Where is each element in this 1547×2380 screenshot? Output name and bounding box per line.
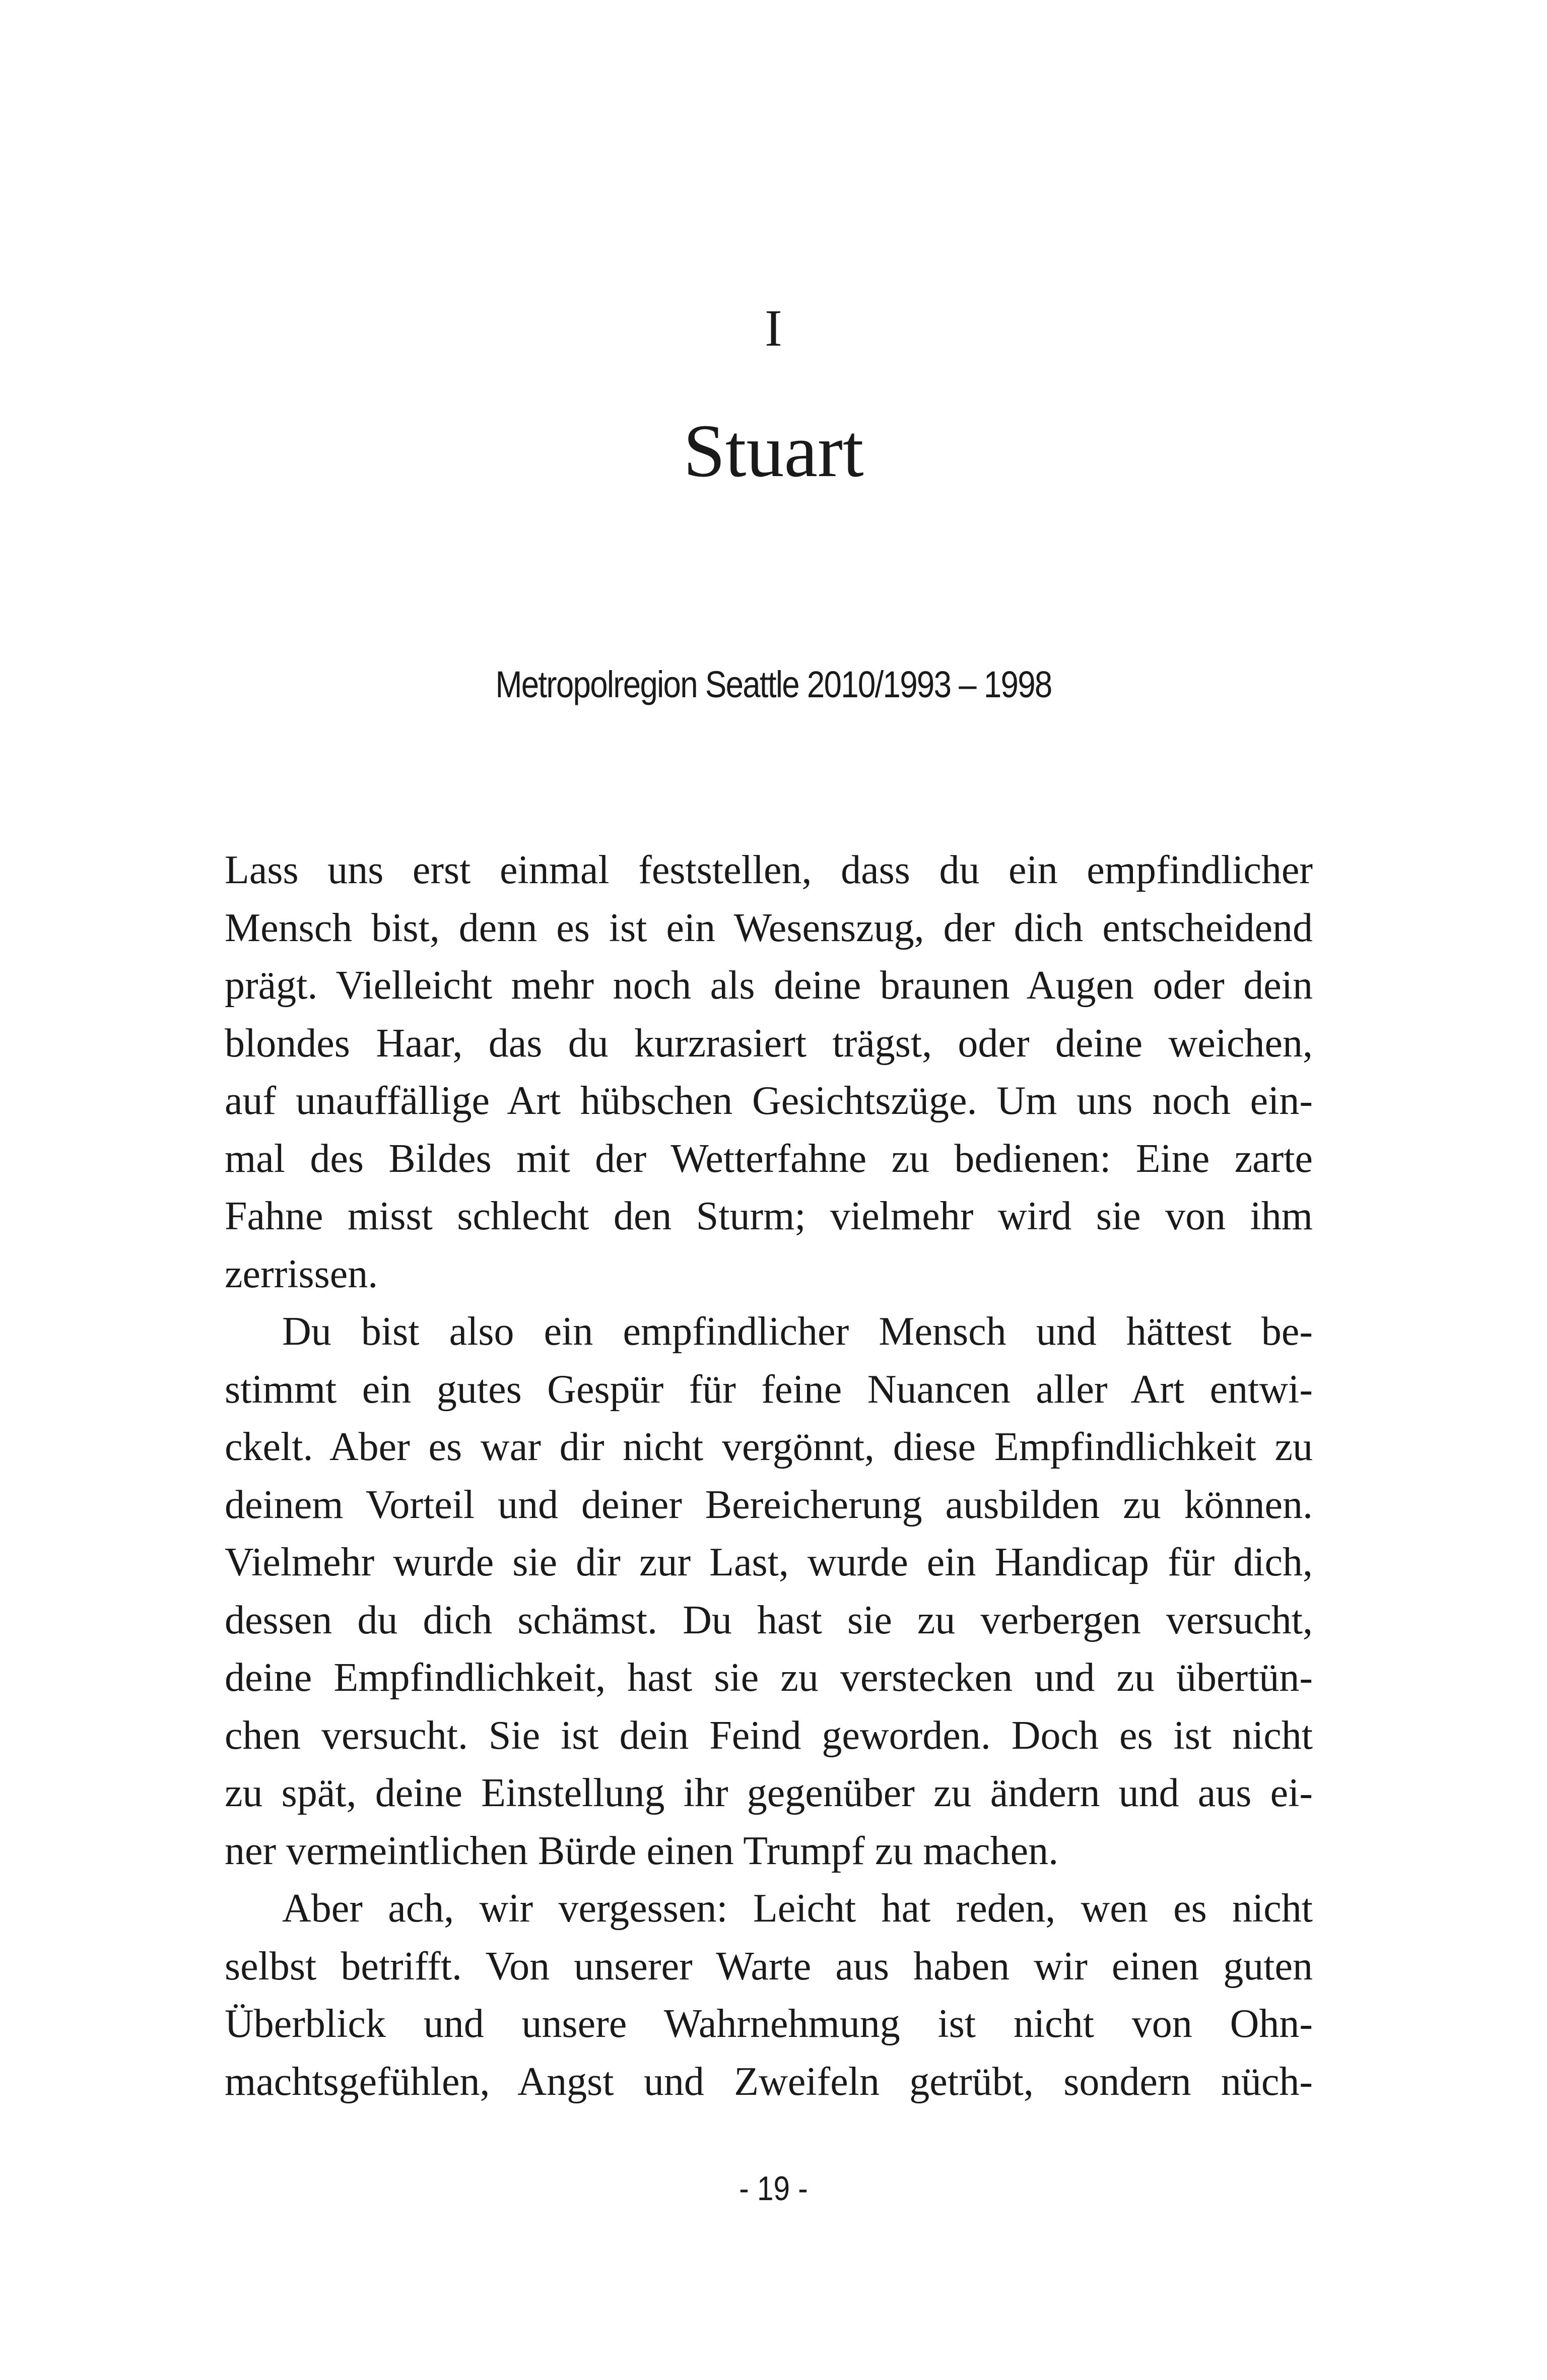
text-line: Fahne misst schlecht den Sturm; vielmehr wird sie von ihm: [225, 1194, 1313, 1238]
text-line: dessen du dich schämst. Du hast sie zu verbergen versucht,: [225, 1598, 1313, 1642]
text-line: chen versucht. Sie ist dein Feind geworden. Doch es ist nicht: [225, 1713, 1313, 1758]
text-line: zu spät, deine Einstellung ihr gegenüber zu ändern und aus ei-: [225, 1771, 1313, 1815]
text-line: ner vermeintlichen Bürde einen Trumpf zu machen.: [225, 1828, 1059, 1873]
text-line: prägt. Vielleicht mehr noch als deine braunen Augen oder dein: [225, 963, 1313, 1008]
body-text: [225, 841, 1313, 2110]
paragraph: [225, 1303, 1313, 1880]
text-line: auf unauffällige Art hübschen Gesichtszüge. Um uns noch ein-: [225, 1079, 1313, 1123]
text-line: zerrissen.: [225, 1251, 378, 1296]
text-line: Überblick und unsere Wahrnehmung ist nicht von Ohn-: [225, 2002, 1313, 2046]
text-line: Mensch bist, denn es ist ein Wesenszug, der dich entscheidend: [225, 905, 1313, 950]
text-line: machtsgefühlen, Angst und Zweifeln getrübt, sondern nüch-: [225, 2059, 1313, 2104]
text-line: Lass uns erst einmal feststellen, dass du ein empfindlicher: [225, 848, 1313, 892]
text-line: Vielmehr wurde sie dir zur Last, wurde ein Handicap für dich,: [225, 1540, 1313, 1584]
chapter-subtitle: Metropolregion Seattle 2010/1993 – 1998: [495, 664, 1052, 705]
text-line: deinem Vorteil und deiner Bereicherung ausbilden zu können.: [225, 1482, 1313, 1527]
text-line: Du bist also ein empfindlicher Mensch und hättest be-: [282, 1309, 1313, 1354]
text-line: stimmt ein gutes Gespür für feine Nuancen aller Art entwi-: [225, 1367, 1313, 1412]
text-line: deine Empfindlichkeit, hast sie zu verstecken und zu übertün-: [225, 1656, 1313, 1700]
text-line: selbst betrifft. Von unserer Warte aus haben wir einen guten: [225, 1944, 1313, 1989]
text-line: blondes Haar, das du kurzrasiert trägst, oder deine weichen,: [225, 1021, 1313, 1066]
paragraph: [225, 841, 1313, 1303]
text-line: Aber ach, wir vergessen: Leicht hat reden, wen es nicht: [282, 1886, 1313, 1931]
chapter-title: Stuart: [683, 409, 864, 493]
part-number: I: [765, 299, 782, 357]
paragraph: [225, 1880, 1313, 2110]
text-line: mal des Bildes mit der Wetterfahne zu bedienen: Eine zarte: [225, 1136, 1313, 1181]
page-number: - 19 -: [739, 2169, 808, 2208]
text-line: ckelt. Aber es war dir nicht vergönnt, diese Empfindlichkeit zu: [225, 1425, 1313, 1469]
